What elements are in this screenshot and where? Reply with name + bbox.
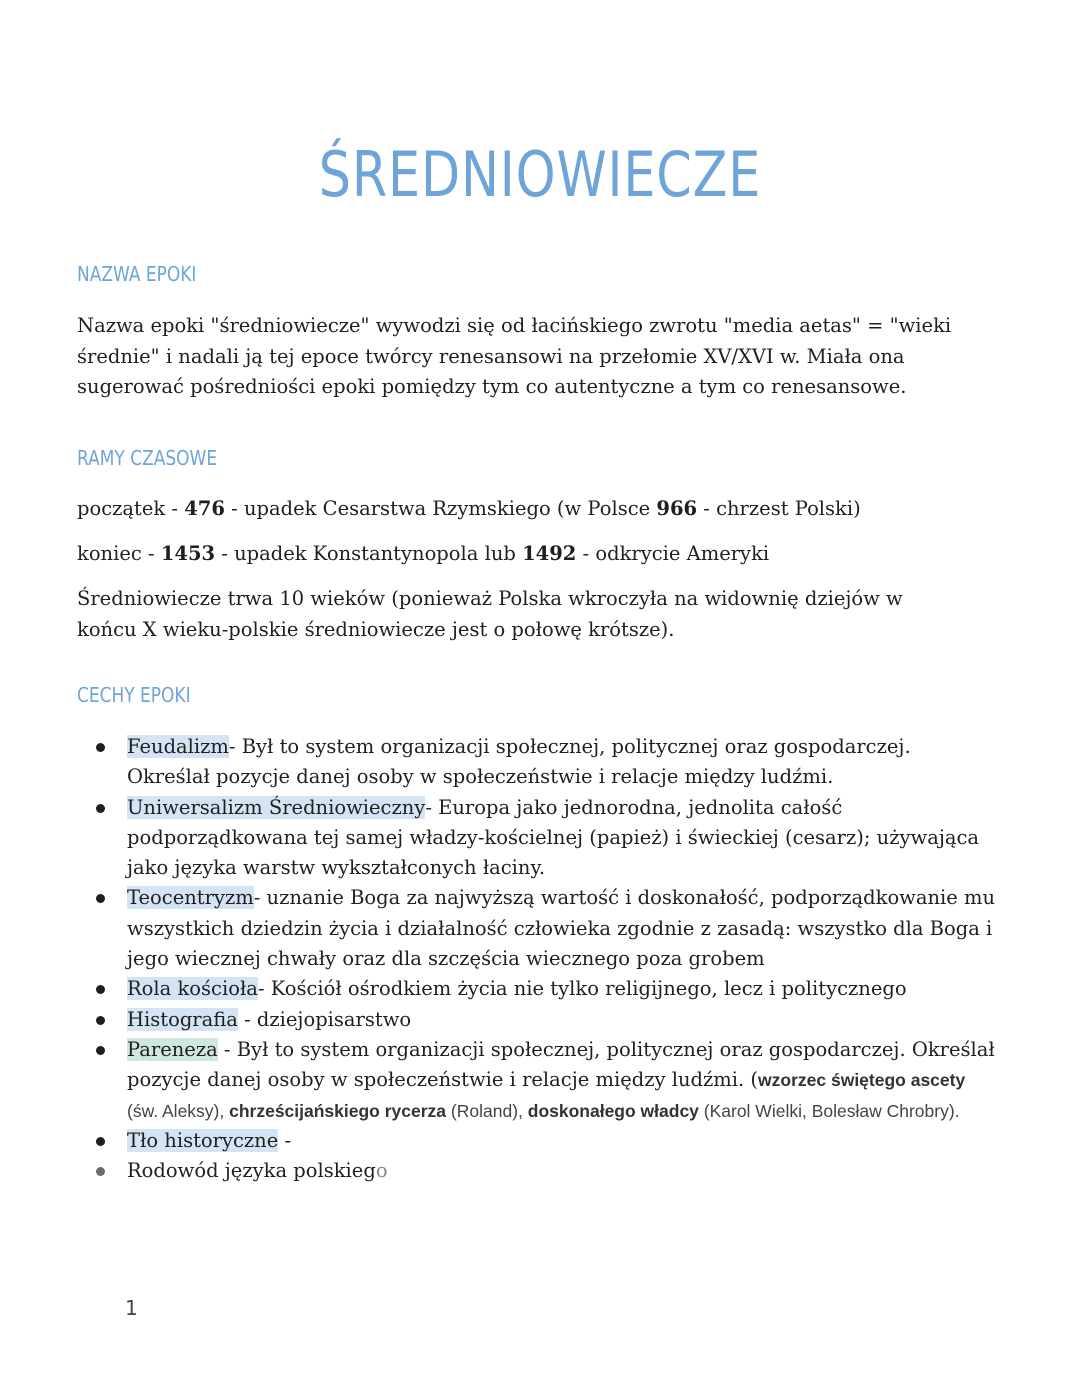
bullet-icon bbox=[96, 1016, 105, 1025]
list-item-feudalizm bbox=[77, 732, 997, 793]
heading-ramy-czasowe: RAMY CZASOWE bbox=[77, 446, 218, 470]
timeline-start-line bbox=[77, 494, 987, 525]
list-item-teocentryzm bbox=[77, 883, 997, 974]
term-description: o bbox=[375, 1159, 388, 1183]
term-highlight: Uniwersalizm Średniowieczny bbox=[127, 795, 426, 819]
page-title: ŚREDNIOWIECZE bbox=[318, 138, 762, 211]
text-fragment: - upadek Konstantynopola lub bbox=[215, 542, 523, 565]
term-highlight: Tło historyczne bbox=[127, 1128, 279, 1152]
note-bold: chrześcijańskiego rycerza bbox=[229, 1100, 447, 1121]
bullet-icon bbox=[96, 804, 105, 813]
paragraph-nazwa: Nazwa epoki "średniowiecze" wywodzi się od łacińskiego zwrotu "media aetas" = "wieki średnie" i nadali ją tej epoce twórcy renesansowi na przełomie XV/XVI w. Miała ona sugerować pośredniości epoki pomiędzy tym co autentyczne a tym co renesansowe. bbox=[77, 314, 952, 398]
term-highlight: Rola kościoła bbox=[127, 977, 258, 1001]
term-description: - dziejopisarstwo bbox=[237, 1007, 412, 1031]
bullet-icon bbox=[96, 1167, 105, 1176]
bullet-icon bbox=[96, 894, 105, 903]
list-item-rola-kosciola bbox=[77, 974, 997, 1004]
text-fragment: początek - bbox=[77, 497, 185, 520]
term-highlight: Feudalizm bbox=[127, 735, 229, 758]
heading-nazwa-epoki: NAZWA EPOKI bbox=[77, 262, 197, 286]
text-fragment: koniec - bbox=[77, 542, 161, 565]
timeline-end-line bbox=[77, 539, 987, 570]
note-text: (Karol Wielki, Bolesław Chrobry). bbox=[698, 1100, 960, 1121]
page-number: 1 bbox=[125, 1296, 138, 1320]
term-highlight: Pareneza bbox=[127, 1037, 218, 1061]
text-fragment: - upadek Cesarstwa Rzymskiego (w Polsce bbox=[224, 497, 657, 520]
note-text: (św. Aleksy), bbox=[127, 1100, 230, 1121]
year-476: 476 bbox=[184, 497, 225, 520]
list-item-uniwersalizm bbox=[77, 793, 997, 884]
list-item-tlo-historyczne bbox=[77, 1126, 997, 1156]
bullet-icon bbox=[96, 985, 105, 994]
note-text: (Roland), bbox=[446, 1100, 528, 1121]
term-highlight: Histografia bbox=[127, 1007, 238, 1031]
term-description: - uznanie Boga za najwyższą wartość i doskonałość, podporządkowanie mu wszystkich dziedzin życia i działalność człowieka zgodnie z zasadą: wszystko dla Boga i jego wiecznej chwały oraz dla szczęścia wiecznego poza grobem bbox=[127, 886, 996, 971]
year-1453: 1453 bbox=[160, 542, 216, 565]
list-item-rodowod bbox=[77, 1156, 997, 1186]
bullet-icon bbox=[96, 1137, 105, 1146]
text-fragment: - odkrycie Ameryki bbox=[576, 542, 770, 565]
term-description: - Europa jako jednorodna, jednolita całość podporządkowana tej samej władzy-kościelnej (papież) i świeckiej (cesarz); używająca jako języka warstw wykształconych łaciny. bbox=[127, 795, 980, 880]
note-bold: wzorzec świętego ascety bbox=[758, 1070, 966, 1091]
features-list bbox=[77, 732, 997, 1186]
term-highlight: Teocentryzm bbox=[127, 886, 254, 910]
term-description: - Był to system organizacji społecznej, politycznej oraz gospodarczej. Określał pozycje danej osoby w społeczeństwie i relacje między ludźmi. bbox=[127, 735, 911, 789]
term-description: - Kościół ośrodkiem życia nie tylko religijnego, lecz i politycznego bbox=[257, 977, 907, 1001]
heading-cechy-epoki: CECHY EPOKI bbox=[77, 683, 191, 707]
year-966: 966 bbox=[656, 497, 698, 520]
text-fragment: - chrzest Polski) bbox=[697, 497, 861, 520]
bullet-icon bbox=[96, 1046, 105, 1055]
note-bold: doskonałego władcy bbox=[527, 1100, 699, 1121]
timeline-duration-paragraph: Średniowiecze trwa 10 wieków (ponieważ Polska wkroczyła na widownię dziejów w końcu X wieku-polskie średniowiecze jest o połowę krótsze). bbox=[77, 587, 903, 641]
bullet-icon bbox=[96, 743, 105, 752]
list-item-pareneza bbox=[77, 1035, 997, 1126]
term-description: - Był to system organizacji społecznej, politycznej oraz gospodarczej. Określał pozycje danej osoby w społeczeństwie i relacje między ludźmi. ( bbox=[127, 1037, 995, 1092]
term-text: Rodowód języka polskieg bbox=[127, 1159, 376, 1183]
year-1492: 1492 bbox=[522, 542, 577, 565]
list-item-histografia bbox=[77, 1005, 997, 1035]
term-description: - bbox=[278, 1128, 292, 1152]
